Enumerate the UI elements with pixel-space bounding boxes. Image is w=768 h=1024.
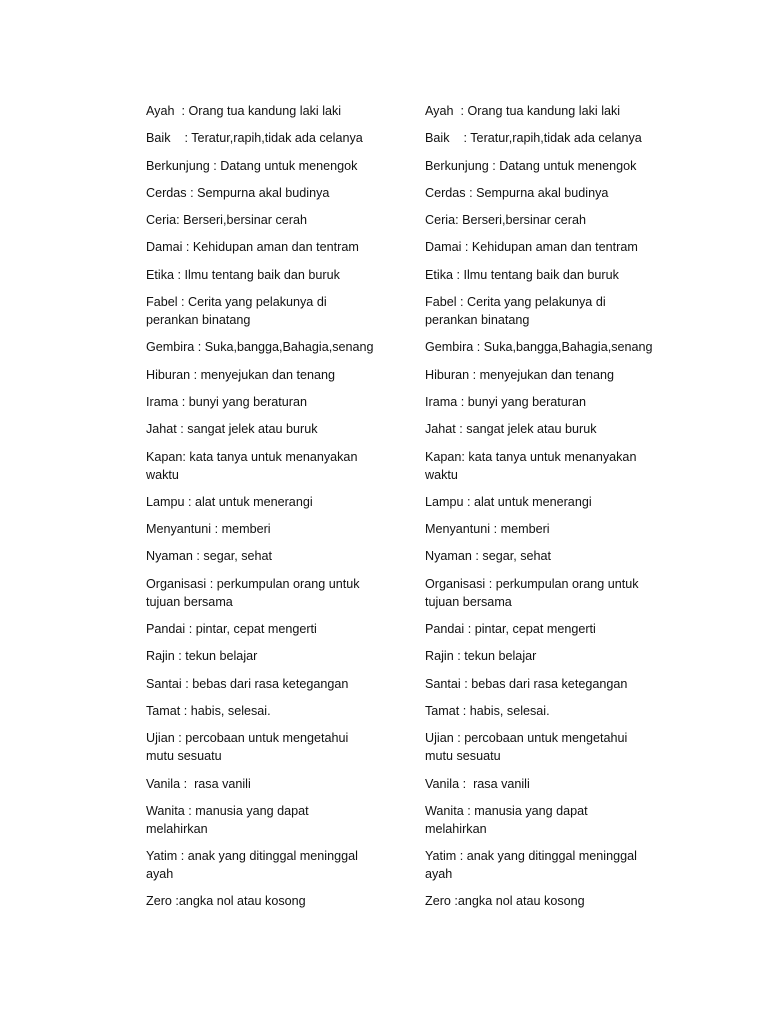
left-glossary-entry — [146, 675, 386, 693]
left-glossary-entry — [146, 802, 386, 838]
entry-line-1: Damai : Kehidupan aman dan tentram — [425, 240, 638, 255]
left-glossary-entry — [146, 775, 386, 793]
entry-line-1: Tamat : habis, selesai. — [146, 703, 271, 718]
left-glossary-entry — [146, 493, 386, 511]
right-glossary-entry — [425, 547, 665, 565]
entry-line-1: Hiburan : menyejukan dan tenang — [146, 367, 336, 382]
entry-line-1: Ujian : percobaan untuk mengetahui — [425, 731, 628, 746]
left-glossary-entry — [146, 420, 386, 438]
right-glossary-entry — [425, 620, 665, 638]
right-glossary-entry — [425, 338, 665, 356]
left-glossary-entry — [146, 702, 386, 720]
right-glossary-entry — [425, 184, 665, 202]
entry-line-1: Zero :angka nol atau kosong — [425, 894, 585, 909]
right-glossary-entry — [425, 293, 665, 329]
entry-line-2: ayah — [146, 867, 174, 882]
entry-line-1: Wanita : manusia yang dapat — [425, 803, 588, 818]
entry-line-1: Pandai : pintar, cepat mengerti — [425, 622, 596, 637]
right-glossary-entry — [425, 129, 665, 147]
left-glossary-entry — [146, 238, 386, 256]
left-glossary-entry — [146, 266, 386, 284]
entry-line-1: Fabel : Cerita yang pelakunya di — [425, 295, 606, 310]
entry-line-1: Organisasi : perkumpulan orang untuk — [146, 576, 360, 591]
entry-line-1: Kapan: kata tanya untuk menanyakan — [146, 449, 358, 464]
entry-line-1: Etika : Ilmu tentang baik dan buruk — [425, 267, 619, 282]
entry-line-1: Yatim : anak yang ditinggal meninggal — [425, 849, 637, 864]
entry-line-1: Ayah : Orang tua kandung laki laki — [146, 104, 342, 118]
entry-line-1: Wanita : manusia yang dapat — [146, 803, 309, 818]
left-glossary-entry — [146, 520, 386, 538]
entry-line-2: melahirkan — [425, 821, 487, 836]
right-glossary-entry — [425, 238, 665, 256]
entry-line-1: Menyantuni : memberi — [146, 522, 271, 537]
entry-line-1: Jahat : sangat jelek atau buruk — [146, 422, 318, 437]
left-glossary-entry — [146, 547, 386, 565]
entry-line-1: Irama : bunyi yang beraturan — [425, 394, 587, 409]
left-glossary-entry — [146, 620, 386, 638]
entry-line-1: Rajin : tekun belajar — [425, 649, 537, 664]
entry-line-1: Rajin : tekun belajar — [146, 649, 258, 664]
left-glossary-entry — [146, 338, 386, 356]
entry-line-1: Cerdas : Sempurna akal budinya — [425, 185, 609, 200]
entry-line-1: Yatim : anak yang ditinggal meninggal — [146, 849, 358, 864]
entry-line-1: Pandai : pintar, cepat mengerti — [146, 622, 317, 637]
entry-line-1: Nyaman : segar, sehat — [425, 549, 552, 564]
right-glossary-entry — [425, 847, 665, 883]
entry-line-1: Etika : Ilmu tentang baik dan buruk — [146, 267, 340, 282]
entry-line-1: Organisasi : perkumpulan orang untuk — [425, 576, 639, 591]
entry-line-2: mutu sesuatu — [146, 749, 222, 764]
entry-line-1: Zero :angka nol atau kosong — [146, 894, 306, 909]
right-glossary-entry — [425, 520, 665, 538]
right-glossary-entry — [425, 448, 665, 484]
entry-line-2: ayah — [425, 867, 453, 882]
entry-line-1: Fabel : Cerita yang pelakunya di — [146, 295, 327, 310]
entry-line-1: Ceria: Berseri,bersinar cerah — [146, 213, 307, 228]
entry-line-1: Ujian : percobaan untuk mengetahui — [146, 731, 349, 746]
left-glossary-entry — [146, 366, 386, 384]
right-column — [425, 102, 665, 920]
right-glossary-entry — [425, 102, 665, 120]
entry-line-1: Berkunjung : Datang untuk menengok — [425, 158, 637, 173]
entry-line-2: tujuan bersama — [146, 594, 233, 609]
left-glossary-entry — [146, 129, 386, 147]
right-glossary-entry — [425, 157, 665, 175]
left-glossary-entry — [146, 647, 386, 665]
right-glossary-entry — [425, 647, 665, 665]
entry-line-2: perankan binatang — [425, 313, 530, 328]
right-glossary-entry — [425, 729, 665, 765]
entry-line-1: Menyantuni : memberi — [425, 522, 550, 537]
entry-line-1: Santai : bebas dari rasa ketegangan — [146, 676, 349, 691]
entry-line-1: Cerdas : Sempurna akal budinya — [146, 185, 330, 200]
left-glossary-entry — [146, 575, 386, 611]
entry-line-1: Baik : Teratur,rapih,tidak ada celanya — [146, 131, 363, 146]
entry-line-1: Damai : Kehidupan aman dan tentram — [146, 240, 359, 255]
right-glossary-entry — [425, 802, 665, 838]
left-glossary-entry — [146, 729, 386, 765]
entry-line-1: Ayah : Orang tua kandung laki laki — [425, 104, 621, 118]
entry-line-1: Hiburan : menyejukan dan tenang — [425, 367, 615, 382]
left-glossary-entry — [146, 211, 386, 229]
entry-line-1: Irama : bunyi yang beraturan — [146, 394, 308, 409]
entry-line-1: Gembira : Suka,bangga,Bahagia,senang — [425, 340, 653, 355]
right-glossary-entry — [425, 211, 665, 229]
entry-line-1: Lampu : alat untuk menerangi — [425, 494, 592, 509]
entry-line-1: Santai : bebas dari rasa ketegangan — [425, 676, 628, 691]
entry-line-2: melahirkan — [146, 821, 208, 836]
right-glossary-entry — [425, 266, 665, 284]
entry-line-1: Ceria: Berseri,bersinar cerah — [425, 213, 586, 228]
right-glossary-entry — [425, 393, 665, 411]
entry-line-2: waktu — [425, 467, 458, 482]
entry-line-1: Gembira : Suka,bangga,Bahagia,senang — [146, 340, 374, 355]
left-glossary-entry — [146, 102, 386, 120]
right-glossary-entry — [425, 366, 665, 384]
left-glossary-entry — [146, 157, 386, 175]
right-glossary-entry — [425, 575, 665, 611]
entry-line-1: Vanila : rasa vanili — [146, 776, 251, 791]
entry-line-1: Tamat : habis, selesai. — [425, 703, 550, 718]
right-glossary-entry — [425, 775, 665, 793]
entry-line-2: tujuan bersama — [425, 594, 512, 609]
right-glossary-entry — [425, 675, 665, 693]
entry-line-2: waktu — [146, 467, 179, 482]
entry-line-1: Lampu : alat untuk menerangi — [146, 494, 313, 509]
entry-line-2: perankan binatang — [146, 313, 251, 328]
right-glossary-entry — [425, 493, 665, 511]
right-glossary-entry — [425, 892, 665, 910]
left-glossary-entry — [146, 184, 386, 202]
entry-line-1: Kapan: kata tanya untuk menanyakan — [425, 449, 637, 464]
left-glossary-entry — [146, 393, 386, 411]
entry-line-1: Baik : Teratur,rapih,tidak ada celanya — [425, 131, 642, 146]
entry-line-1: Berkunjung : Datang untuk menengok — [146, 158, 358, 173]
right-glossary-entry — [425, 420, 665, 438]
left-glossary-entry — [146, 293, 386, 329]
left-column — [146, 102, 386, 920]
left-glossary-entry — [146, 847, 386, 883]
entry-line-2: mutu sesuatu — [425, 749, 501, 764]
entry-line-1: Jahat : sangat jelek atau buruk — [425, 422, 597, 437]
entry-line-1: Vanila : rasa vanili — [425, 776, 530, 791]
entry-line-1: Nyaman : segar, sehat — [146, 549, 273, 564]
left-glossary-entry — [146, 892, 386, 910]
right-glossary-entry — [425, 702, 665, 720]
left-glossary-entry — [146, 448, 386, 484]
